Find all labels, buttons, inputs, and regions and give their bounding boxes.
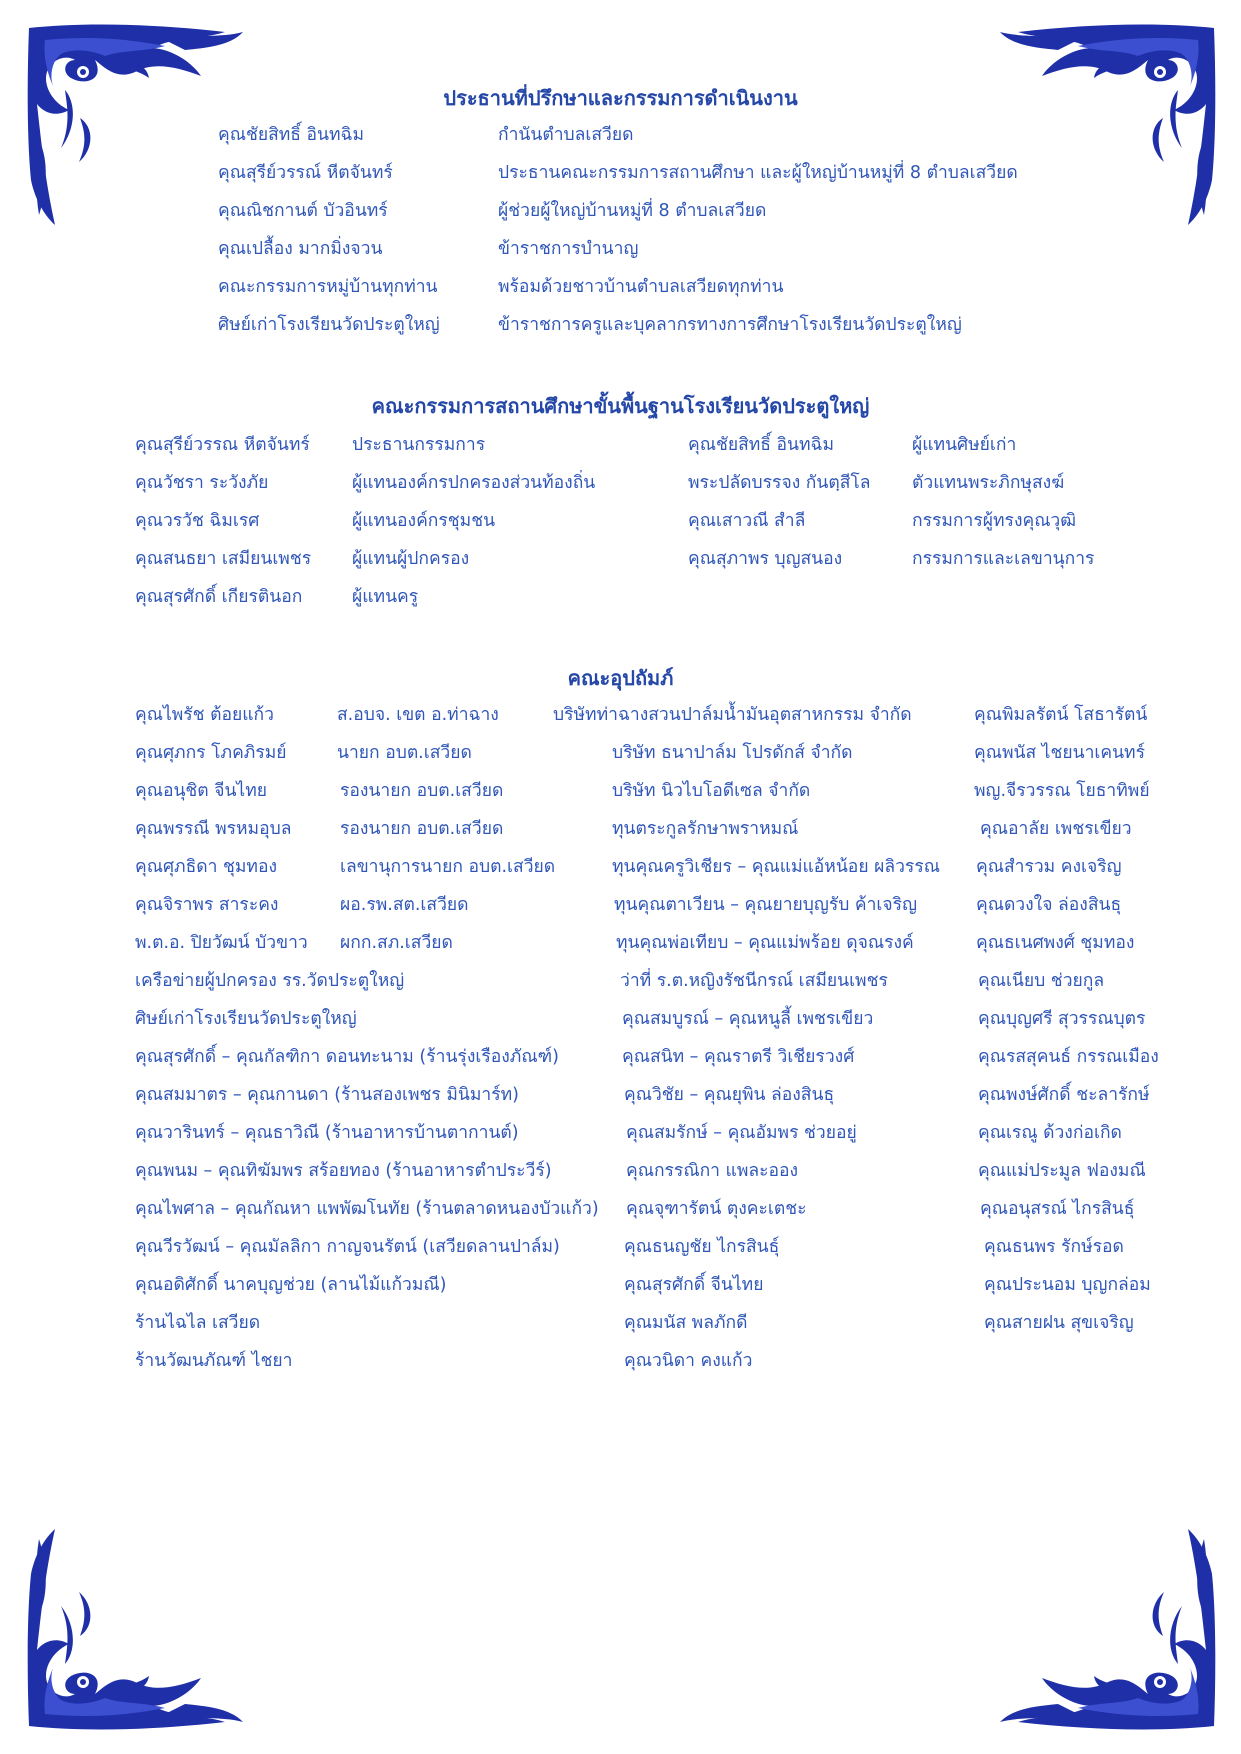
- sponsor-name: ร้านไฉไล เสวียด: [135, 1313, 261, 1333]
- sponsor-name: ร้านวัฒนภัณฑ์ ไชยา: [135, 1351, 293, 1371]
- sponsor-name: คุณเรณู ด้วงก่อเกิด: [978, 1123, 1122, 1143]
- advisor-role: ข้าราชการบำนาญ: [498, 239, 639, 259]
- section-heading-sponsors: คณะอุปถัมภ์: [567, 666, 674, 690]
- section-heading-school-board: คณะกรรมการสถานศึกษาขั้นพื้นฐานโรงเรียนวัดประตูใหญ่: [371, 394, 870, 418]
- sponsor-name: ทุนคุณตาเวียน – คุณยายบุญรับ ค้าเจริญ: [614, 895, 917, 915]
- sponsor-name: ว่าที่ ร.ต.หญิงรัชนีกรณ์ เสมียนเพชร: [620, 971, 888, 991]
- thai-ornament-corner-icon: [993, 20, 1218, 235]
- board-member-name: พระปลัดบรรจง กันตฺสีโล: [688, 473, 871, 493]
- sponsor-name: เครือข่ายผู้ปกครอง รร.วัดประตูใหญ่: [135, 971, 405, 991]
- board-member-name: คุณสุรศักดิ์ เกียรตินอก: [135, 587, 303, 607]
- board-member-role: ผู้แทนองค์กรปกครองส่วนท้องถิ่น: [352, 473, 596, 493]
- sponsor-name: คุณบุญศรี สุวรรณบุตร: [978, 1009, 1146, 1029]
- sponsor-name: คุณเนียบ ช่วยกูล: [978, 971, 1105, 991]
- sponsor-name: คุณกรรณิกา แพละออง: [626, 1161, 799, 1181]
- advisor-role: ข้าราชการครูและบุคลากรทางการศึกษาโรงเรียนวัดประตูใหญ่: [498, 315, 962, 335]
- advisor-name: คุณสุรีย์วรรณ์ หีตจันทร์: [218, 163, 393, 183]
- board-member-name: คุณสุรีย์วรรณ หีตจันทร์: [135, 435, 310, 455]
- advisor-name: คณะกรรมการหมู่บ้านทุกท่าน: [218, 277, 438, 297]
- board-member-role: ตัวแทนพระภิกษุสงฆ์: [912, 473, 1065, 493]
- sponsor-name: คุณมนัส พลภักดี: [624, 1313, 748, 1333]
- section-heading-advisors: ประธานที่ปรึกษาและกรรมการดำเนินงาน: [443, 86, 798, 110]
- sponsor-name: คุณจุฑารัตน์ ตุงคะเตชะ: [626, 1199, 807, 1219]
- sponsor-position: ผอ.รพ.สต.เสวียด: [340, 895, 469, 915]
- sponsor-name: พญ.จีรวรรณ โยธาทิพย์: [974, 781, 1150, 801]
- sponsor-name: คุณวีรวัฒน์ – คุณมัลลิกา กาญจนรัตน์ (เสวียดลานปาล์ม): [135, 1237, 560, 1257]
- advisor-role: พร้อมด้วยชาวบ้านตำบลเสวียดทุกท่าน: [498, 277, 784, 297]
- sponsor-name: คุณอนุสรณ์ ไกรสินธุ์: [980, 1199, 1135, 1219]
- sponsor-name: บริษัท นิวไบโอดีเซล จำกัด: [612, 781, 811, 801]
- sponsor-name: คุณดวงใจ ล่องสินธุ: [976, 895, 1122, 915]
- sponsor-name: คุณไพศาล – คุณกัณหา แพพัฒโนทัย (ร้านตลาดหนองบัวแก้ว): [135, 1199, 599, 1219]
- sponsor-position: นายก อบต.เสวียด: [337, 743, 472, 763]
- sponsor-name: คุณสมบูรณ์ – คุณหนูลี้ เพชรเขียว: [622, 1009, 874, 1029]
- advisor-role: กำนันตำบลเสวียด: [498, 125, 634, 145]
- sponsor-name: คุณวนิดา คงแก้ว: [624, 1351, 753, 1371]
- sponsor-position: ส.อบจ. เขต อ.ท่าฉาง: [337, 705, 499, 725]
- sponsor-name: ทุนคุณพ่อเทียบ – คุณแม่พร้อย ดุจณรงค์: [616, 933, 914, 953]
- sponsor-name: คุณสำรวม คงเจริญ: [976, 857, 1122, 877]
- advisor-name: คุณณิชกานต์ บัวอินทร์: [218, 201, 388, 221]
- advisor-name: คุณชัยสิทธิ์ อินทฉิม: [218, 125, 364, 145]
- sponsor-name: คุณธนพร รักษ์รอด: [984, 1237, 1124, 1257]
- sponsor-name: คุณสุรศักดิ์ จีนไทย: [624, 1275, 764, 1295]
- thai-ornament-corner-icon: [25, 1519, 250, 1734]
- sponsor-name: คุณอดิศักดิ์ นาคบุญช่วย (ลานไม้แก้วมณี): [135, 1275, 447, 1295]
- sponsor-name: คุณสมรักษ์ – คุณอัมพร ช่วยอยู่: [626, 1123, 857, 1143]
- sponsor-name: บริษัทท่าฉางสวนปาล์มน้ำมันอุตสาหกรรม จำกัด: [553, 705, 912, 725]
- sponsor-name: คุณพรรณี พรหมอุบล: [135, 819, 292, 839]
- sponsor-name: คุณสนิท – คุณราตรี วิเชียรวงศ์: [622, 1047, 855, 1067]
- sponsor-name: คุณพิมลรัตน์ โสธารัตน์: [974, 705, 1148, 725]
- sponsor-name: คุณอนุชิต จีนไทย: [135, 781, 268, 801]
- sponsor-name: คุณสุรศักดิ์ – คุณกัลฑิกา ดอนทะนาม (ร้านรุ่งเรืองภัณฑ์): [135, 1047, 559, 1067]
- sponsor-name: คุณวิชัย – คุณยุพิน ล่องสินธุ: [624, 1085, 835, 1105]
- sponsor-name: คุณประนอม บุญกล่อม: [984, 1275, 1151, 1295]
- sponsor-name: คุณอาลัย เพชรเขียว: [980, 819, 1132, 839]
- sponsor-name: บริษัท ธนาปาล์ม โปรดักส์ จำกัด: [612, 743, 853, 763]
- advisor-name: คุณเปลื้อง มากมิ่งจวน: [218, 239, 383, 259]
- advisor-role: ผู้ช่วยผู้ใหญ่บ้านหมู่ที่ 8 ตำบลเสวียด: [498, 201, 767, 221]
- sponsor-name: พ.ต.อ. ปิยวัฒน์ บัวขาว: [135, 933, 308, 953]
- sponsor-name: คุณจิราพร สาระคง: [135, 895, 279, 915]
- board-member-role: ผู้แทนผู้ปกครอง: [352, 549, 470, 569]
- sponsor-name: คุณวารินทร์ – คุณธาวิณี (ร้านอาหารบ้านตากานต์): [135, 1123, 519, 1143]
- thai-ornament-corner-icon: [993, 1519, 1218, 1734]
- sponsor-position: รองนายก อบต.เสวียด: [340, 781, 504, 801]
- sponsor-name: ทุนคุณครูวิเชียร – คุณแม่แอ้หน้อย ผลิวรรณ: [612, 857, 940, 877]
- board-member-role: ผู้แทนศิษย์เก่า: [912, 435, 1017, 455]
- board-member-name: คุณวรวัช ฉิมเรศ: [135, 511, 260, 531]
- sponsor-name: คุณธนญชัย ไกรสินธุ์: [624, 1237, 780, 1257]
- sponsor-position: รองนายก อบต.เสวียด: [340, 819, 504, 839]
- advisor-name: ศิษย์เก่าโรงเรียนวัดประตูใหญ่: [218, 315, 440, 335]
- board-member-role: ผู้แทนครู: [352, 587, 419, 607]
- board-member-role: ประธานกรรมการ: [352, 435, 486, 455]
- advisor-role: ประธานคณะกรรมการสถานศึกษา และผู้ใหญ่บ้านหมู่ที่ 8 ตำบลเสวียด: [498, 163, 1018, 183]
- sponsor-name: คุณธเนศพงศ์ ชุมทอง: [976, 933, 1135, 953]
- board-member-name: คุณสนธยา เสมียนเพชร: [135, 549, 312, 569]
- sponsor-name: คุณสายฝน สุขเจริญ: [984, 1313, 1134, 1333]
- sponsor-name: คุณพงษ์ศักดิ์ ชะลารักษ์: [978, 1085, 1150, 1105]
- sponsor-position: เลขานุการนายก อบต.เสวียด: [340, 857, 556, 877]
- sponsor-name: คุณพนม – คุณทิฆัมพร สร้อยทอง (ร้านอาหารตำประวีร์): [135, 1161, 552, 1181]
- sponsor-name: ศิษย์เก่าโรงเรียนวัดประตูใหญ่: [135, 1009, 357, 1029]
- sponsor-name: คุณรสสุคนธ์ กรรณเมือง: [978, 1047, 1159, 1067]
- sponsor-name: คุณไพรัช ต้อยแก้ว: [135, 705, 274, 725]
- sponsor-name: คุณแม่ประมูล ฟองมณี: [978, 1161, 1146, 1181]
- sponsor-position: ผกก.สภ.เสวียด: [340, 933, 453, 953]
- thai-ornament-corner-icon: [25, 20, 250, 235]
- board-member-role: ผู้แทนองค์กรชุมชน: [352, 511, 496, 531]
- board-member-name: คุณสุภาพร บุญสนอง: [688, 549, 843, 569]
- board-member-role: กรรมการผู้ทรงคุณวุฒิ: [912, 511, 1077, 531]
- board-member-role: กรรมการและเลขานุการ: [912, 549, 1095, 569]
- sponsor-name: คุณสมมาตร – คุณกานดา (ร้านสองเพชร มินิมาร์ท): [135, 1085, 519, 1105]
- sponsor-name: คุณพนัส ไชยนาเคนทร์: [974, 743, 1145, 763]
- sponsor-name: ทุนตระกูลรักษาพราหมณ์: [612, 819, 799, 839]
- board-member-name: คุณวัชรา ระวังภัย: [135, 473, 269, 493]
- board-member-name: คุณเสาวณี สำลี: [688, 511, 806, 531]
- sponsor-name: คุณศุภธิดา ชุมทอง: [135, 857, 278, 877]
- sponsor-name: คุณศุภกร โภคภิรมย์: [135, 743, 287, 763]
- board-member-name: คุณชัยสิทธิ์ อินทฉิม: [688, 435, 834, 455]
